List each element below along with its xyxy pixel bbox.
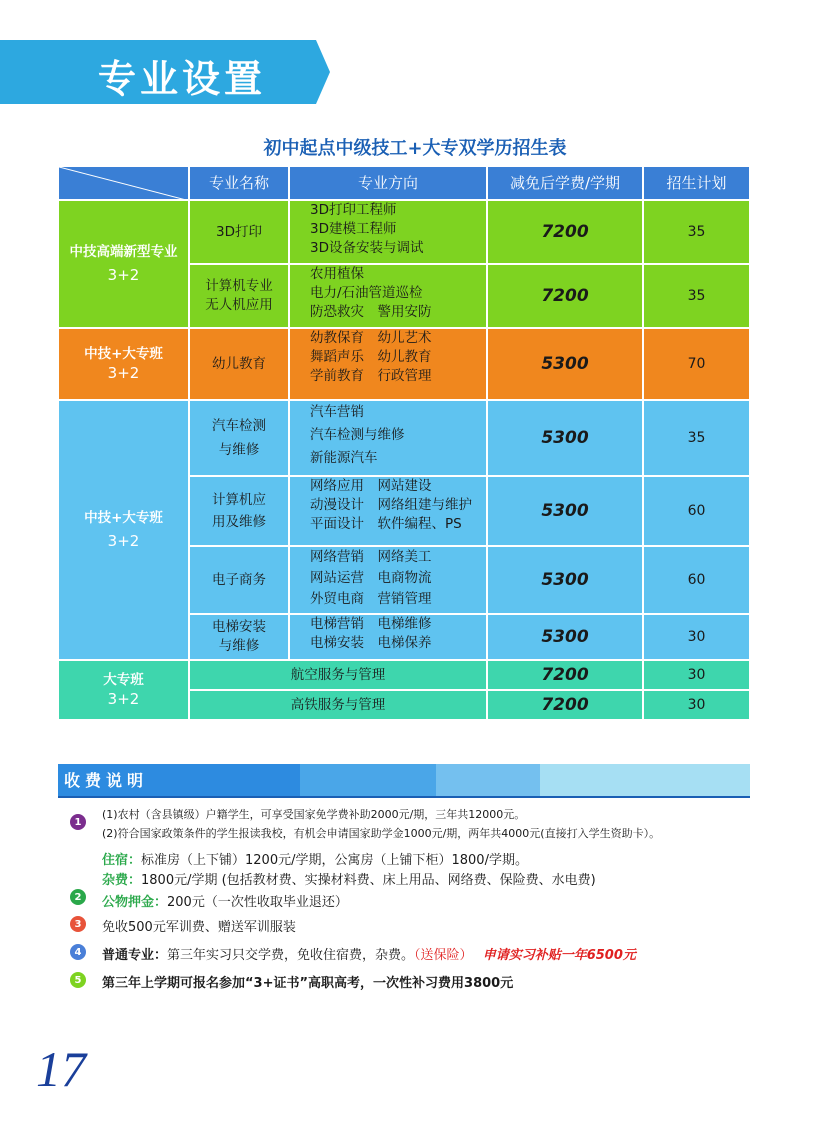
direction-item: 动漫设计 网络组建与维护 <box>310 497 472 513</box>
fee-cell: 5300 <box>487 614 643 660</box>
group-label <box>58 328 189 400</box>
table-title: 初中起点中级技工+大专双学历招生表 <box>263 138 567 159</box>
misc-text: 1800元/学期 (包括教材费、实操材料费、床上用品、网络费、保险费、水电费) <box>141 873 596 888</box>
major-cell-wide: 航空服务与管理 <box>189 660 487 690</box>
major-cell <box>189 476 289 546</box>
number-badge: 5 <box>70 972 86 988</box>
direction-item: 舞蹈声乐 幼儿教育 <box>310 349 432 365</box>
section-title: 专业设置 <box>98 57 267 101</box>
direction-item: 网络营销 网络美工 <box>310 549 432 565</box>
fee-item-4-label: 普通专业： <box>102 948 168 963</box>
fee-item-4 <box>102 944 636 963</box>
deposit-row <box>102 891 348 910</box>
fee-item-4-subsidy: 申请实习补贴一年6500元 <box>482 948 636 963</box>
group-name: 大专班 <box>103 672 144 688</box>
direction-item: 网络应用 网站建设 <box>310 478 432 494</box>
group-label <box>58 660 189 720</box>
group-label <box>58 200 189 328</box>
fee-cell: 7200 <box>487 690 643 720</box>
fee-cell: 7200 <box>487 200 643 264</box>
fee-item-1-line1: (1)农村（含县镇级）户籍学生，可享受国家免学费补助2000元/期，三年共12000元。 <box>102 808 526 821</box>
lodging-label: 住宿： <box>102 853 142 868</box>
group-name: 中技高端新型专业 <box>69 244 178 260</box>
major-cell <box>189 264 289 328</box>
page-number: 17 <box>36 1041 86 1097</box>
plan-cell: 70 <box>643 328 750 400</box>
group-name: 中技+大专班 <box>84 510 163 526</box>
direction-item: 汽车检测与维修 <box>310 427 405 443</box>
major-cell <box>189 200 289 264</box>
direction-item: 学前教育 行政管理 <box>310 368 432 384</box>
group-sub: 3+2 <box>107 266 140 284</box>
major-name: 与维修 <box>218 638 260 654</box>
major-name: 与维修 <box>218 442 260 458</box>
fee-item-5: 第三年上学期可报名参加“3+证书”高职高考，一次性补习费用3800元 <box>102 976 514 991</box>
fee-cell: 5300 <box>487 476 643 546</box>
fee-title: 收费说明 <box>64 771 149 790</box>
fee-item-4-red: （送保险） <box>414 948 473 963</box>
direction-item: 3D设备安装与调试 <box>310 240 424 256</box>
major-name: 汽车检测 <box>212 418 266 434</box>
number-badge: 3 <box>70 916 86 932</box>
direction-item: 防恐救灾 警用安防 <box>310 304 432 320</box>
fee-cell: 5300 <box>487 328 643 400</box>
plan-cell: 35 <box>643 264 750 328</box>
direction-item: 电力/石油管道巡检 <box>310 285 423 301</box>
direction-cell <box>289 614 487 660</box>
direction-item: 幼教保育 幼儿艺术 <box>310 330 432 346</box>
number-badge: 4 <box>70 944 86 960</box>
group-name: 中技+大专班 <box>84 346 163 362</box>
direction-item: 电梯安装 电梯保养 <box>310 635 432 651</box>
deposit-text: 200元（一次性收取毕业退还） <box>167 895 348 910</box>
group-sub: 3+2 <box>107 364 140 382</box>
misc-row <box>102 869 596 888</box>
direction-item: 3D打印工程师 <box>310 202 397 218</box>
direction-item: 平面设计 软件编程、PS <box>310 516 462 532</box>
number-badge: 1 <box>70 814 86 830</box>
major-name: 计算机应 <box>212 492 266 508</box>
group-label <box>58 400 189 660</box>
fee-item-3: 免收500元军训费、赠送军训服装 <box>102 920 296 935</box>
group-sub: 3+2 <box>107 690 140 708</box>
fee-item-4-text: 第三年实习只交学费，免收住宿费，杂费。 <box>167 948 415 963</box>
col-header-fee: 减免后学费/学期 <box>487 166 643 200</box>
direction-cell <box>289 400 487 476</box>
plan-cell: 60 <box>643 476 750 546</box>
plan-cell: 30 <box>643 690 750 720</box>
direction-cell <box>289 200 487 264</box>
major-name: 电子商务 <box>212 571 266 588</box>
direction-cell <box>289 546 487 614</box>
major-cell <box>189 328 289 400</box>
direction-item: 汽车营销 <box>310 404 364 420</box>
major-name: 电梯安装 <box>212 619 266 635</box>
major-cell <box>189 546 289 614</box>
major-cell <box>189 400 289 476</box>
major-name: 计算机专业 <box>205 278 273 294</box>
direction-item: 外贸电商 营销管理 <box>310 591 432 607</box>
misc-label: 杂费： <box>102 873 142 888</box>
direction-cell <box>289 476 487 546</box>
fee-cell: 7200 <box>487 660 643 690</box>
fee-cell: 5300 <box>487 546 643 614</box>
enrollment-table <box>58 166 750 720</box>
plan-cell: 35 <box>643 400 750 476</box>
direction-cell <box>289 264 487 328</box>
fee-cell: 7200 <box>487 264 643 328</box>
bar-segment <box>300 764 436 796</box>
direction-item: 网站运营 电商物流 <box>310 570 432 586</box>
diagonal-line <box>59 167 190 201</box>
fee-item-1-line2: (2)符合国家政策条件的学生报读我校，有机会申请国家助学金1000元/期，两年共4000元(直接打入学生资助卡）。 <box>102 827 661 840</box>
fee-divider <box>58 796 750 798</box>
fee-title-bar <box>58 764 750 796</box>
plan-cell: 35 <box>643 200 750 264</box>
bar-segment <box>540 764 750 796</box>
deposit-label: 公物押金： <box>102 895 168 910</box>
bar-segment <box>436 764 540 796</box>
direction-item: 新能源汽车 <box>310 450 378 466</box>
direction-item: 3D建模工程师 <box>310 221 397 237</box>
major-cell <box>189 614 289 660</box>
plan-cell: 30 <box>643 660 750 690</box>
col-header-direction: 专业方向 <box>289 166 487 200</box>
major-name: 用及维修 <box>212 514 266 530</box>
major-name: 无人机应用 <box>205 297 273 313</box>
direction-item: 农用植保 <box>310 266 364 282</box>
group-sub: 3+2 <box>107 532 140 550</box>
col-header-major: 专业名称 <box>189 166 289 200</box>
plan-cell: 30 <box>643 614 750 660</box>
plan-cell: 60 <box>643 546 750 614</box>
major-cell-wide: 高铁服务与管理 <box>189 690 487 720</box>
fee-cell: 5300 <box>487 400 643 476</box>
lodging-text: 标准房（上下铺）1200元/学期，公寓房（上铺下柜）1800/学期。 <box>141 853 528 868</box>
direction-item: 电梯营销 电梯维修 <box>310 616 432 632</box>
number-badge: 2 <box>70 889 86 905</box>
header-diagonal-cell <box>58 166 189 200</box>
lodging-row <box>102 849 528 868</box>
direction-cell <box>289 328 487 400</box>
major-name: 幼儿教育 <box>212 355 266 372</box>
col-header-plan: 招生计划 <box>643 166 750 200</box>
major-name: 3D打印 <box>216 223 262 240</box>
